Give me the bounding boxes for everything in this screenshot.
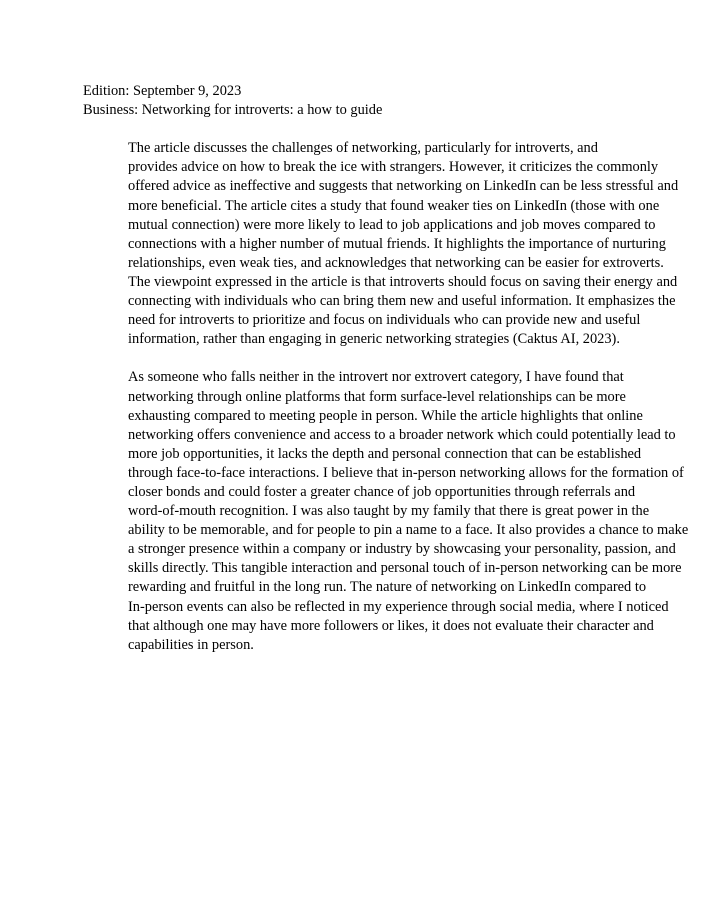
paragraph-response <box>83 368 689 654</box>
paragraph-line: that although one may have more followers or likes, it does not evaluate their character and <box>128 617 654 634</box>
article-title: Business: Networking for introverts: a how to guide <box>83 102 383 119</box>
paragraph-line: networking through online platforms that form surface-level relationships can be more <box>128 388 626 405</box>
paragraph-line: more beneficial. The article cites a study that found weaker ties on LinkedIn (those with one <box>128 197 660 214</box>
paragraph-line: mutual connection) were more likely to lead to job applications and job moves compared to <box>128 216 656 233</box>
paragraph-summary <box>83 139 679 349</box>
paragraph-line: connecting with individuals who can bring them new and useful information. It emphasizes the <box>128 293 676 310</box>
paragraph-line: rewarding and fruitful in the long run. The nature of networking on LinkedIn compared to <box>128 579 647 596</box>
paragraph-line: networking offers convenience and access to a broader network which could potentially lead to <box>128 426 676 443</box>
paragraph-line: a stronger presence within a company or industry by showcasing your personality, passion, and <box>128 541 676 558</box>
paragraph-line: provides advice on how to break the ice with strangers. However, it criticizes the commonly <box>128 159 659 176</box>
paragraph-line: The viewpoint expressed in the article is that introverts should focus on saving their energy and <box>128 273 678 290</box>
paragraph-line: capabilities in person. <box>128 636 254 653</box>
paragraph-line: information, rather than engaging in generic networking strategies (Caktus AI, 2023). <box>128 331 620 348</box>
paragraph-line: closer bonds and could foster a greater chance of job opportunities through referrals and <box>128 483 636 500</box>
paragraph-line: connections with a higher number of mutual friends. It highlights the importance of nurturing <box>128 235 666 252</box>
edition-line: Edition: September 9, 2023 <box>83 83 242 99</box>
document-body <box>83 82 689 655</box>
paragraph-line: skills directly. This tangible interaction and personal touch of in-person networking can be more <box>128 560 682 577</box>
paragraph-line: ability to be memorable, and for people to pin a name to a face. It also provides a chance to make <box>128 522 689 539</box>
paragraph-line: offered advice as ineffective and suggests that networking on LinkedIn can be less stressful and <box>128 178 679 195</box>
paragraph-line: relationships, even weak ties, and acknowledges that networking can be easier for extroverts. <box>128 254 664 271</box>
paragraph-line: need for introverts to prioritize and focus on individuals who can provide new and useful <box>128 312 641 329</box>
paragraph-line: In-person events can also be reflected in my experience through social media, where I noticed <box>128 598 669 615</box>
paragraph-line: exhausting compared to meeting people in person. While the article highlights that online <box>128 407 643 424</box>
paragraph-line: word-of-mouth recognition. I was also taught by my family that there is great power in the <box>128 503 650 520</box>
paragraph-line: through face-to-face interactions. I believe that in-person networking allows for the formation of <box>128 464 684 481</box>
paragraph-line: As someone who falls neither in the introvert nor extrovert category, I have found that <box>128 369 624 386</box>
paragraph-line: more job opportunities, it lacks the depth and personal connection that can be established <box>128 445 642 462</box>
paragraph-line: The article discusses the challenges of networking, particularly for introverts, and <box>128 140 598 157</box>
